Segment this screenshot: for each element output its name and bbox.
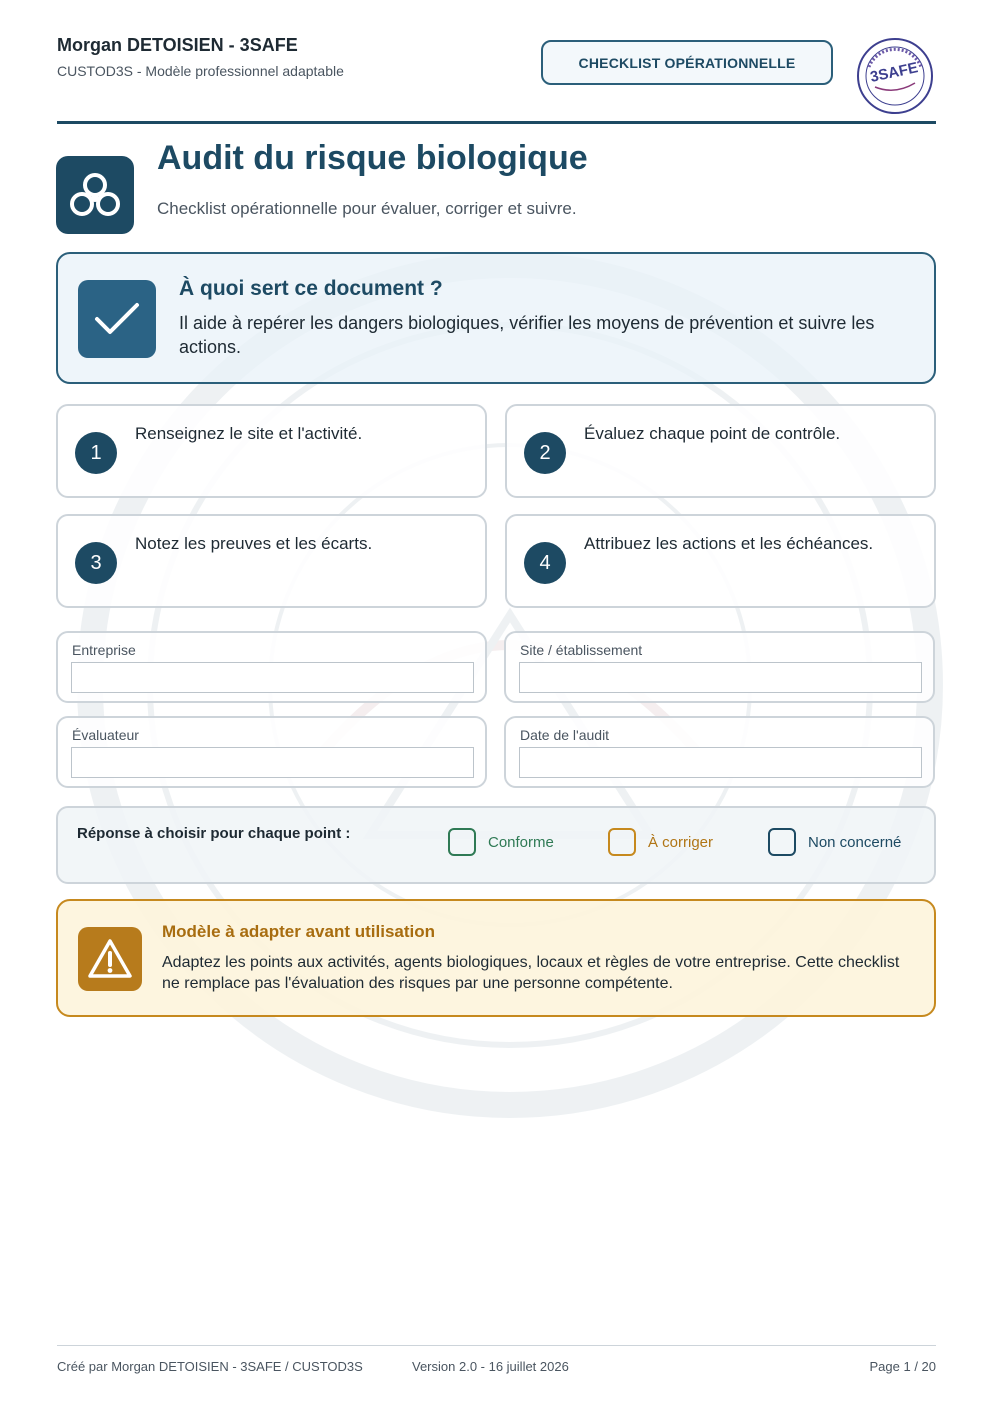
warning-icon	[78, 927, 142, 991]
checkmark-icon	[78, 280, 156, 358]
option-a-corriger-label: À corriger	[648, 833, 714, 851]
footer-page-number: Page 1 / 20	[869, 1359, 936, 1374]
company-field-label: Entreprise	[72, 642, 136, 658]
header-divider	[57, 121, 936, 124]
step-text: Attribuez les actions et les échéances.	[584, 534, 874, 553]
option-non-concerne[interactable]	[768, 828, 901, 856]
option-non-concerne-label: Non concerné	[808, 833, 902, 851]
step-text: Évaluez chaque point de contrôle.	[584, 424, 841, 443]
footer-credit: Créé par Morgan DETOISIEN - 3SAFE / CUSTOD3S	[57, 1359, 363, 1374]
evaluator-input[interactable]	[71, 747, 474, 778]
audit-date-field-card	[504, 716, 935, 788]
audit-date-field-label: Date de l'audit	[520, 727, 610, 743]
step-card	[505, 404, 936, 498]
company-logo	[855, 37, 935, 115]
purpose-panel	[56, 252, 936, 384]
site-input[interactable]	[519, 662, 922, 693]
warning-panel	[56, 899, 936, 1017]
evaluator-field-card	[56, 716, 487, 788]
footer-divider	[57, 1345, 936, 1346]
response-legend-label: Réponse à choisir pour chaque point :	[77, 825, 351, 842]
step-number-badge: 3	[75, 542, 117, 584]
step-card	[56, 404, 487, 498]
option-conforme[interactable]	[448, 828, 554, 856]
warning-heading: Modèle à adapter avant utilisation	[162, 922, 436, 941]
header-author: Morgan DETOISIEN - 3SAFE	[57, 35, 298, 55]
step-number-badge: 2	[524, 432, 566, 474]
purpose-text: Il aide à repérer les dangers biologiques, vérifier les moyens de prévention et suivre les actions.	[179, 313, 875, 357]
step-card	[505, 514, 936, 608]
footer-version: Version 2.0 - 16 juillet 2026	[412, 1359, 569, 1374]
company-input[interactable]	[71, 662, 474, 693]
warning-text: Adaptez les points aux activités, agents biologiques, locaux et règles de votre entreprise. Cette checklist ne remplace pas l'évaluation des risques par une personne compétente.	[162, 954, 900, 992]
step-number-badge: 1	[75, 432, 117, 474]
site-field-card	[504, 631, 935, 703]
step-text: Renseignez le site et l'activité.	[135, 424, 363, 443]
site-field-label: Site / établissement	[520, 642, 643, 658]
biohazard-icon	[56, 156, 134, 234]
step-number-badge: 4	[524, 542, 566, 584]
audit-date-input[interactable]	[519, 747, 922, 778]
checkbox-non-concerne[interactable]	[768, 828, 796, 856]
checkbox-a-corriger[interactable]	[608, 828, 636, 856]
option-conforme-label: Conforme	[488, 833, 554, 851]
page-title: Audit du risque biologique	[157, 139, 588, 177]
company-field-card	[56, 631, 487, 703]
evaluator-field-label: Évaluateur	[72, 727, 139, 743]
page-subtitle: Checklist opérationnelle pour évaluer, corriger et suivre.	[157, 199, 577, 218]
step-card	[56, 514, 487, 608]
purpose-heading: À quoi sert ce document ?	[179, 277, 443, 300]
option-a-corriger[interactable]	[608, 828, 713, 856]
header-subtitle: CUSTOD3S - Modèle professionnel adaptable	[57, 63, 344, 79]
step-text: Notez les preuves et les écarts.	[135, 534, 373, 553]
document-type-badge: CHECKLIST OPÉRATIONNELLE	[541, 40, 833, 85]
svg-text:3SAFE: 3SAFE	[868, 59, 920, 86]
checkbox-conforme[interactable]	[448, 828, 476, 856]
response-legend	[56, 806, 936, 884]
